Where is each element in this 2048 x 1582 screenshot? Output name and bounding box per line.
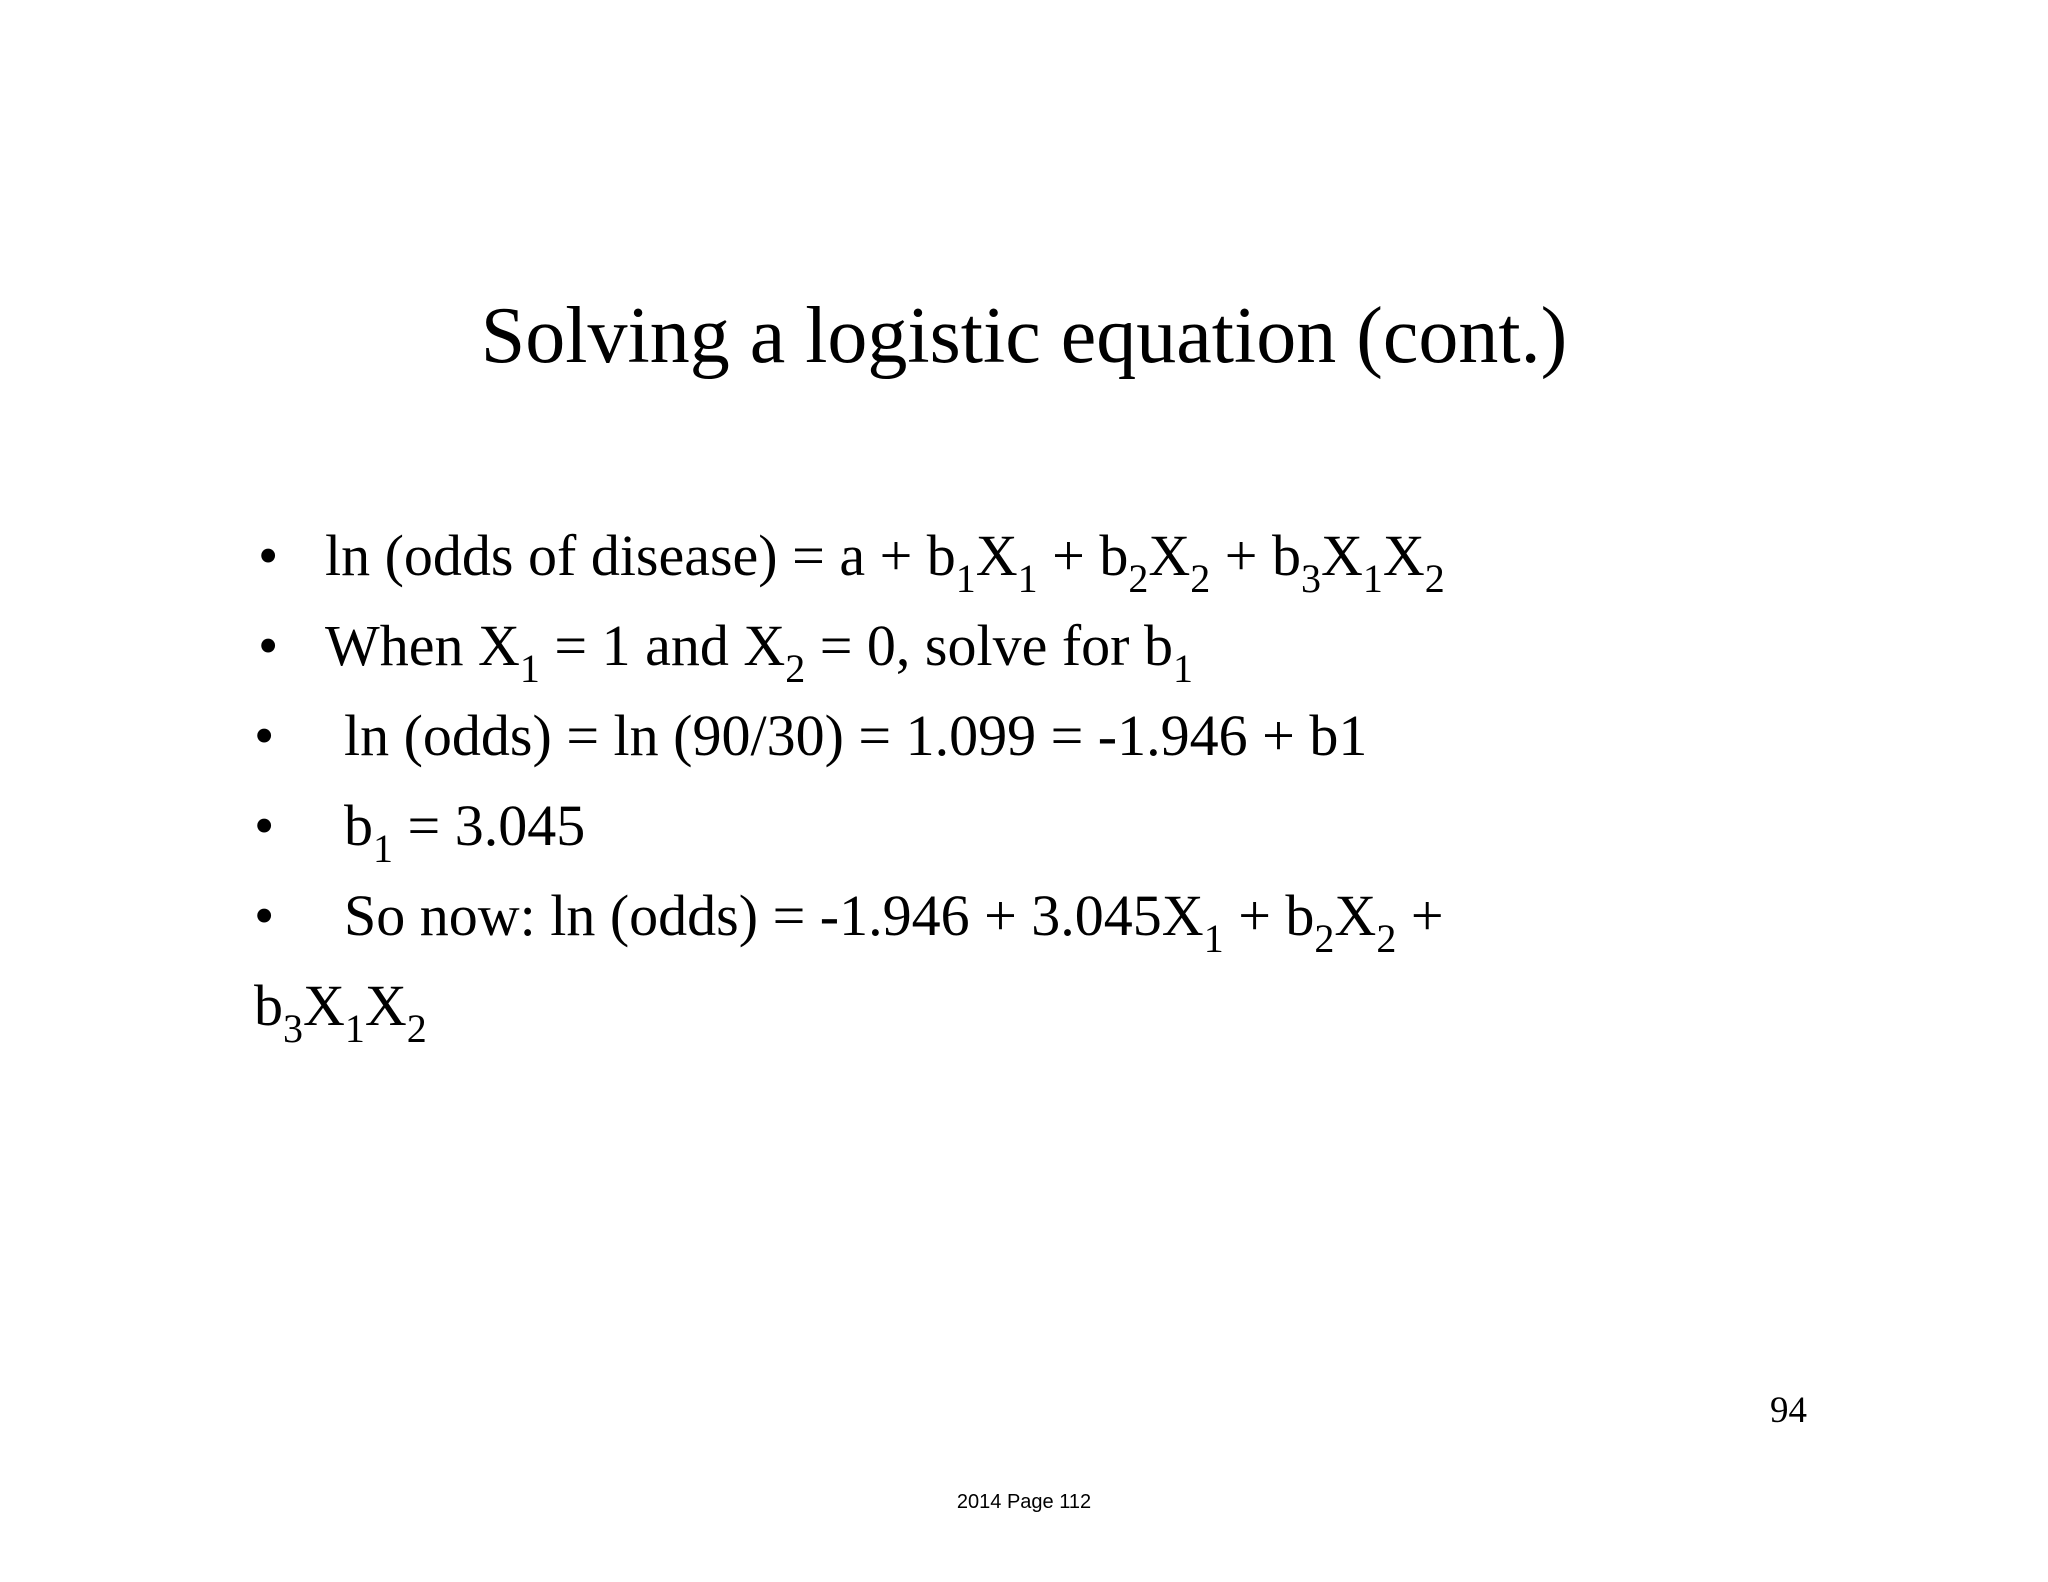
bullet-5-final-equation: So now: ln (odds) = $-1.946 + 3.045X_1 + b_2X_2$ + (344, 883, 1444, 961)
bullet-marker: • (254, 793, 275, 858)
bullet-marker: • (254, 703, 275, 768)
bullet-3-log-odds: ln (odds) = ln (90/30) = 1.099 = -1.946 + b1 (344, 703, 1368, 768)
bullet-marker: • (254, 883, 275, 948)
bullet-marker: • (258, 613, 279, 678)
bullet-4-b1-value: $b_1 = 3.045$ (344, 793, 586, 871)
bullet-marker: • (258, 523, 279, 588)
slide-title: Solving a logistic equation (cont.) (480, 292, 1568, 380)
bullet-2-condition: When $X_1 = 1$ and $X_2 = 0$, solve for $b_1$ (325, 613, 1193, 691)
slide-number: 94 (1770, 1390, 1807, 1431)
page-footer: 2014 Page 112 (956, 1491, 1092, 1513)
bullet-1-equation: ln (odds of disease) = $a + b_1X_1 + b_2X_2 + b_3X_1X_2$ (325, 523, 1445, 601)
bullet-5-continuation: $b_3X_1X_2$ (254, 973, 427, 1051)
